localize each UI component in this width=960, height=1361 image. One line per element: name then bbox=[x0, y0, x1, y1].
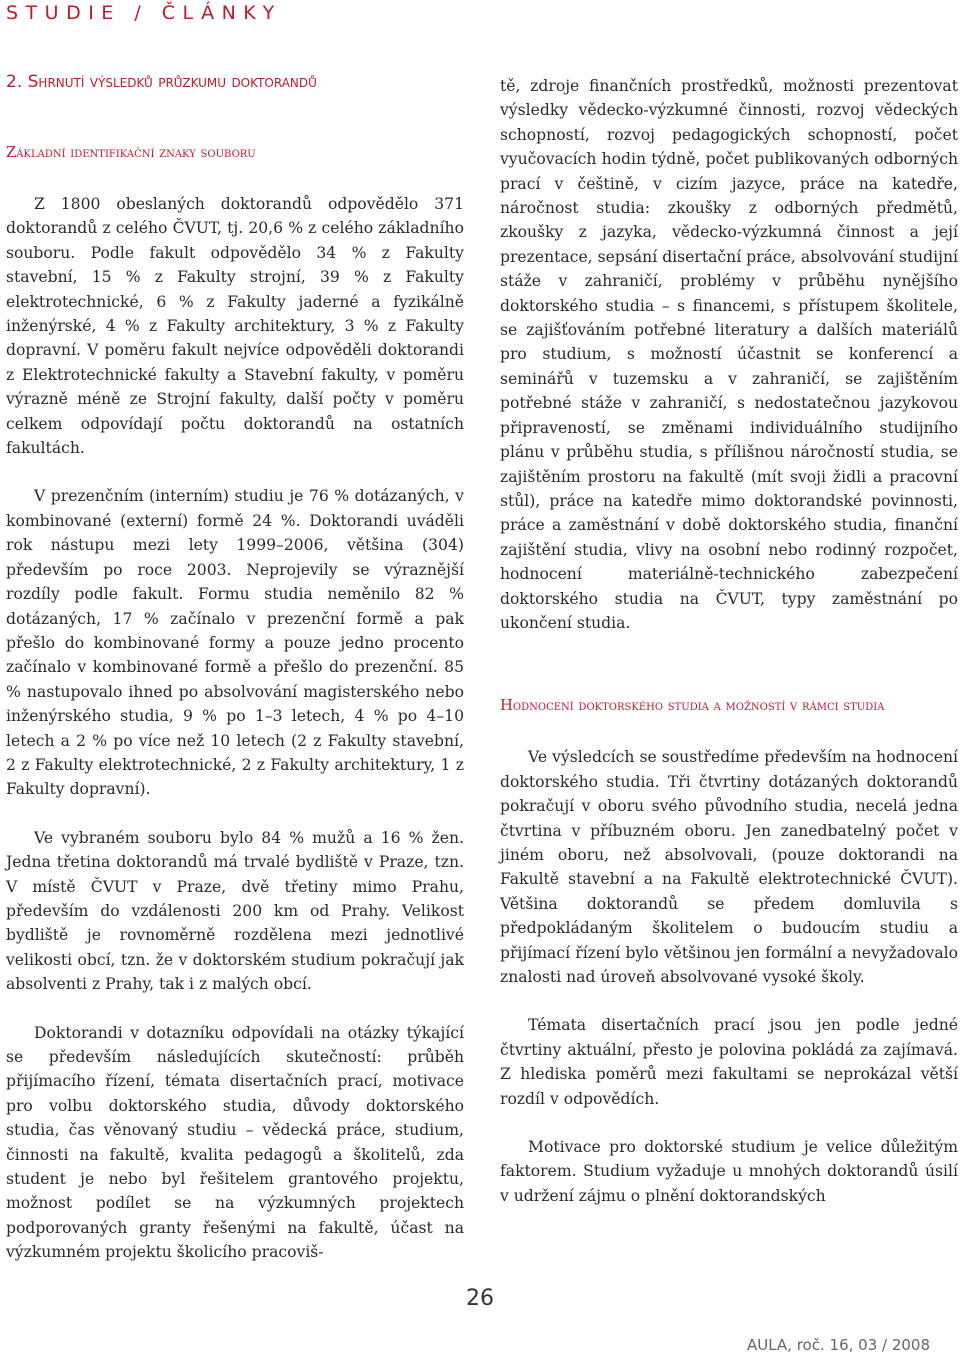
paragraph-questionnaire-topics: Doktorandi v dotazníku odpovídali na otázky týkající se především následujících skutečností: průběh přijímacího řízení, témata disertačních prací, motivace pro volbu doktorského studia, důvody doktorského studia, čas věnovaný studiu – vědecká práce, studium, činnosti na fakultě, kvalita pedagogů a školitelů, zda student je nebo byl řešitelem grantového projektu, možnost podílet se na výzkumných projektech podporovaných granty řešenými na fakultě, účast na výzkumném projektu školicího pracoviš- bbox=[6, 1023, 464, 1262]
running-header: STUDIE / ČLÁNKY bbox=[6, 2, 282, 24]
subsection-title-evaluation: Hodnocení doktorského studia a možností v rámci studia bbox=[500, 697, 885, 715]
left-column bbox=[6, 70, 464, 1289]
section-title: 2. Shrnutí výsledků průzkumu doktorandů bbox=[6, 72, 317, 92]
subsection-title-identification: Základní identifikační znaky souboru bbox=[6, 144, 256, 161]
right-column bbox=[500, 74, 958, 1232]
paragraph-study-form: V prezenčním (interním) studiu je 76 % dotázaných, v kombinované (externí) formě 24 %. Doktorandi uváděli rok nástupu mezi lety 1999–2006, většina (304) především po roce 2003. Neprojevily se výraznější rozdíly podle fakult. Formu studia neměnilo 82 % dotázaných, 17 % začínalo v prezenční formě a pak přešlo do kombinované formy a pouze jedno procento začínalo v kombinované formě a přešlo do prezenční. 85 % nastupovalo ihned po absolvování magisterského nebo inženýrského studia, 9 % po 1–3 letech, 4 % po 4–10 letech a 2 % po více než 10 letech (2 z Fakulty stavební, 2 z Fakulty elektrotechnické, 2 z Fakulty architektury, 1 z Fakulty dopravní). bbox=[6, 487, 464, 799]
paragraph-respondents: Z 1800 obeslaných doktorandů odpovědělo 371 doktorandů z celého ČVUT, tj. 20,6 % z celého základního souboru. Podle fakult odpovědělo 34 % z Fakulty stavební, 15 % z Fakulty strojní, 39 % z Fakulty elektrotechnické, 6 % z Fakulty jaderné a fyzikálně inženýrské, 4 % z Fakulty architektury, 3 % z Fakulty dopravní. V poměru fakult nejvíce odpověděli doktorandi z Elektrotechnické fakulty a Stavební fakulty, v poměru výrazně méně ze Strojní fakulty, další počty v poměru celkem odpovídají počtu doktorandů na ostatních fakultách. bbox=[6, 195, 464, 458]
footer-source: AULA, roč. 16, 03 / 2008 bbox=[746, 1336, 930, 1354]
page-number: 26 bbox=[466, 1286, 494, 1311]
paragraph-gender-residence: Ve vybraném souboru bylo 84 % mužů a 16 % žen. Jedna třetina doktorandů má trvalé bydliště v Praze, tzn. V místě ČVUT v Praze, dvě třetiny mimo Prahu, především do vzdálenosti 200 km od Prahy. Velikost bydliště je rovnoměrně rozdělena mezi jednotlivé velikosti obcí, tzn. že v doktorském studium pokračují jak absolventi z Prahy, tak i z malých obcí. bbox=[6, 828, 464, 994]
paragraph-questionnaire-topics-continued: tě, zdroje finančních prostředků, možnosti prezentovat výsledky vědecko-výzkumné činnosti, rozvoj vědeckých schopností, rozvoj pedagogických schopností, počet vyučovacích hodin týdně, počet publikovaných odborných prací v češtině, v cizím jazyce, práce na katedře, náročnost studia: zkoušky z odborných předmětů, zkoušky z jazyka, vědecko-výzkumná činnost a její prezentace, sepsání disertační práce, absolvování studijní stáže v zahraničí, problémy v průběhu nynějšího doktorského studia – s financemi, s přístupem školitele, se zajišťováním potřebné literatury a dalších materiálů pro studium, s možností účastnit se konferencí a seminářů v tuzemsku a v zahraničí, se zajištěním potřebné stáže v zahraničí, s nedostatečnou jazykovou připraveností, se změnami individuálního studijního plánu v průběhu studia, s přílišnou náročností studia, se zajištěním prostoru na fakultě (mít svoji židli a pracovní stůl), práce na katedře mimo doktorandské povinnosti, práce a zaměstnání v době doktorského studia, finanční zajištění studia, vlivy na osobní nebo rodinný rozpočet, hodnocení materiálně-technického zabezpečení doktorského studia na ČVUT, typy zaměstnání po ukončení studia. bbox=[500, 77, 958, 632]
paragraph-evaluation-results: Ve výsledcích se soustředíme především na hodnocení doktorského studia. Tři čtvrtiny dotázaných doktorandů pokračují v oboru svého původního studia, necelá jedna čtvrtina v příbuzném oboru. Jen zanedbatelný počet v jiném oboru, než absolvovali, (pouze doktorandi na Fakultě stavební a na Fakultě elektrotechnické ČVUT). Většina doktorandů se předem domluvila s předpokládaným školitelem o budoucím studiu a přijímací řízení bylo většinou jen formální a nevyžadovalo znalosti nad úroveň absolvované vysoké školy. bbox=[500, 748, 958, 986]
paragraph-dissertation-topics: Témata disertačních prací jsou jen podle jedné čtvrtiny aktuální, přesto je polovina pokládá za zajímavá. Z hlediska poměrů mezi fakultami se neprokázal větší rozdíl v odpovědích. bbox=[500, 1016, 958, 1108]
paragraph-motivation: Motivace pro doktorské studium je velice důležitým faktorem. Studium vyžaduje u mnohých doktorandů úsilí v udržení zájmu o plnění doktorandských bbox=[500, 1138, 958, 1205]
